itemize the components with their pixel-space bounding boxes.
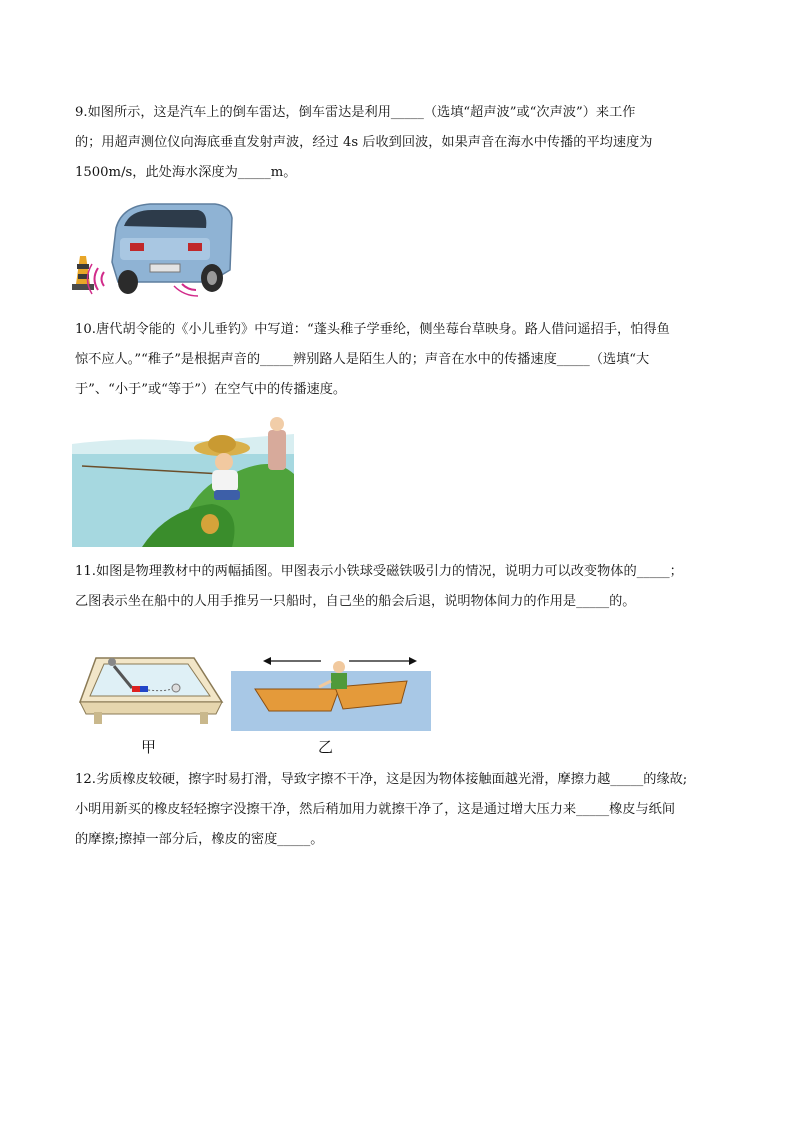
q9-line-1: 9.如图所示，这是汽车上的倒车雷达，倒车雷达是利用_____（选填“超声波”或“次声波”）来工作	[75, 105, 636, 120]
traffic-cone-icon	[72, 256, 94, 290]
question-10	[75, 315, 725, 405]
q12-line-3: 的摩擦;擦掉一部分后，橡皮的密度_____。	[75, 832, 324, 847]
question-9	[75, 98, 725, 188]
child-fishing-image	[72, 414, 294, 547]
boat-push-image	[231, 653, 431, 731]
caption-jia: 甲	[141, 738, 157, 756]
caption-yi: 乙	[318, 738, 334, 756]
q9-line-2: 的；用超声测位仪向海底垂直发射声波，经过 4s 后收到回波，如果声音在海水中传播的平均速度为	[75, 135, 653, 150]
question-12	[75, 765, 725, 855]
q11-line-2: 乙图表示坐在船中的人用手推另一只船时，自己坐的船会后退，说明物体间力的作用是_____的。	[75, 594, 636, 609]
reversing-car-radar-image	[70, 198, 235, 300]
q10-line-2: 惊不应人。”“稚子”是根据声音的_____辨别路人是陌生人的；声音在水中的传播速度_____（选填“大	[75, 352, 650, 367]
q9-line-3: 1500m/s，此处海水深度为_____m。	[75, 165, 297, 180]
q10-line-3: 于”、“小于”或“等于”）在空气中的传播速度。	[75, 382, 347, 397]
q11-line-1: 11.如图是物理教材中的两幅插图。甲图表示小铁球受磁铁吸引力的情况，说明力可以改变物体的_____；	[75, 564, 683, 579]
q10-line-1: 10.唐代胡令能的《小儿垂钓》中写道：“蓬头稚子学垂纶，侧坐莓台草映身。路人借问遥招手，怕得鱼	[75, 322, 670, 337]
magnet-ball-image	[76, 648, 224, 726]
car-icon	[112, 204, 232, 294]
question-11	[75, 557, 725, 617]
q12-line-1: 12.劣质橡皮较硬，擦字时易打滑，导致字擦不干净，这是因为物体接触面越光滑，摩擦力越_____的缘故;	[75, 772, 688, 787]
q12-line-2: 小明用新买的橡皮轻轻擦字没擦干净，然后稍加用力就擦干净了，这是通过增大压力来_____橡皮与纸间	[75, 802, 676, 817]
